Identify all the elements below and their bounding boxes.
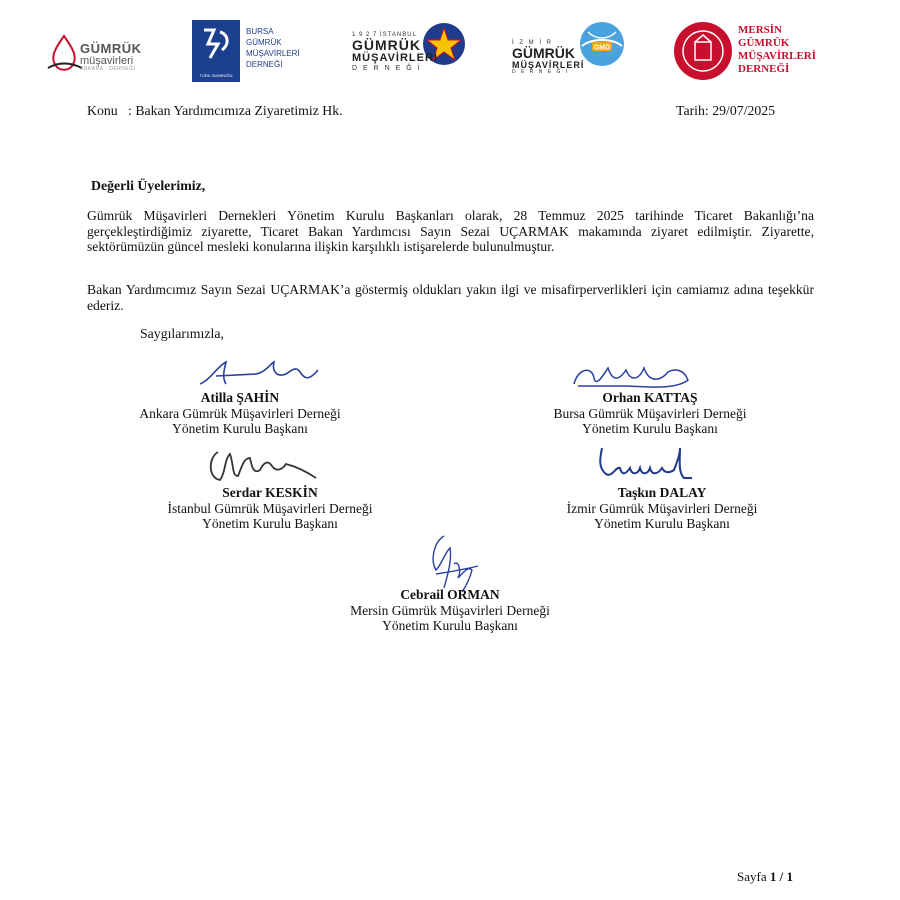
page-label: Sayfa (737, 869, 767, 884)
bursa-logo-line: GÜMRÜK (246, 38, 282, 47)
mersin-logo-line: GÜMRÜK (738, 37, 790, 49)
paragraph: Bakan Yardımcımız Sayın Sezai UÇARMAK’a göstermiş oldukları yakın ilgi ve misafirperverlikleri için camiamız adına teşekkür ederiz. (87, 282, 814, 313)
istanbul-logo-top: 1 9 2 7 İSTANBUL (352, 32, 417, 38)
signatory-title: Yönetim Kurulu Başkanı (172, 421, 308, 436)
closing: Saygılarımızla, (140, 326, 224, 341)
signatory-block (120, 485, 420, 531)
logo-bursa (192, 18, 310, 86)
izmir-logo-bottom: D E R N E Ğ İ (512, 69, 570, 76)
signatory-block (90, 390, 390, 436)
signature-dalay (592, 444, 702, 486)
signatory-name: Orhan KATTAŞ (602, 390, 698, 405)
bursa-logo-line: BURSA (246, 27, 274, 36)
ankara-logo-mark (44, 32, 84, 76)
signature-keskin (204, 442, 324, 486)
date-line: Tarih: 29/07/2025 (676, 103, 776, 118)
signatory-title: Yönetim Kurulu Başkanı (202, 516, 338, 531)
signatory-name: Cebrail ORMAN (400, 587, 500, 602)
signature-kattas (568, 358, 708, 394)
signatory-name: Serdar KESKİN (222, 485, 318, 500)
signatory-org: Bursa Gümrük Müşavirleri Derneği (553, 406, 747, 421)
ankara-logo-sub: müşavirleri (80, 54, 134, 67)
bursa-logo-mark (192, 20, 240, 82)
ankara-logo-main: GÜMRÜK (80, 41, 142, 56)
signatory-name: Taşkın DALAY (617, 485, 707, 500)
bursa-logo-line: MÜŞAVİRLERİ (246, 49, 300, 58)
izmir-logo-badge: GMD (593, 44, 611, 52)
logo-mersin (672, 18, 817, 86)
logo-istanbul (350, 18, 474, 86)
signatory-org: Mersin Gümrük Müşavirleri Derneği (350, 603, 550, 618)
logo-ankara (44, 18, 162, 86)
logo-izmir (510, 18, 638, 86)
signatory-title: Yönetim Kurulu Başkanı (594, 516, 730, 531)
page-number (737, 869, 793, 885)
signatory-org: İstanbul Gümrük Müşavirleri Derneği (167, 501, 373, 516)
ankara-logo-tiny: ANKARA · DERNEĞİ (80, 66, 136, 73)
signatory-org: Ankara Gümrük Müşavirleri Derneği (139, 406, 341, 421)
paragraph: Gümrük Müşavirleri Dernekleri Yönetim Kurulu Başkanları olarak, 28 Temmuz 2025 tarihinde Ticaret Bakanlığı’na gerçekleştirdiğimiz ziyarette, Ticaret Bakan Yardımcısı Sayın Sezai UÇARMAK makamında ziyaret edilmiştir. Ziyarette, sektörümüzün güncel mesleki konularına ilişkin karşılıklı istişarelerde bulunulmuştur. (87, 208, 814, 255)
subject-line (87, 103, 343, 119)
page-count: 1 / 1 (769, 869, 793, 884)
izmir-logo-sub: MÜŞAVİRLERİ (512, 59, 585, 70)
izmir-logo-top: İ Z M İ R (512, 40, 553, 46)
istanbul-logo-bottom: D E R N E Ğ İ (352, 64, 422, 72)
istanbul-logo-main: GÜMRÜK (352, 37, 421, 54)
mersin-logo-seal (672, 20, 734, 82)
bursa-logo-tiny: TÜRK GÜMRÜĞÜ (199, 73, 233, 78)
signatory-name: Atilla ŞAHİN (200, 390, 280, 405)
signatory-block (512, 485, 812, 531)
mersin-logo-line: MÜŞAVİRLERİ (738, 50, 817, 62)
subject-label: Konu (87, 103, 118, 118)
signatory-block (300, 587, 600, 633)
signatory-title: Yönetim Kurulu Başkanı (582, 421, 718, 436)
signatory-block (500, 390, 800, 436)
signatory-org: İzmir Gümrük Müşavirleri Derneği (566, 501, 758, 516)
istanbul-logo-sub: MÜŞAVİRLERİ (352, 51, 438, 64)
mersin-logo-line: DERNEĞİ (738, 63, 790, 75)
signatory-title: Yönetim Kurulu Başkanı (382, 618, 518, 633)
subject-text: : Bakan Yardımcımıza Ziyaretimiz Hk. (128, 103, 343, 118)
bursa-logo-line: DERNEĞİ (246, 60, 283, 69)
mersin-logo-line: MERSİN (738, 24, 783, 36)
greeting: Değerli Üyelerimiz, (91, 178, 206, 193)
izmir-logo-main: GÜMRÜK (512, 45, 575, 62)
signature-sahin (196, 356, 326, 392)
